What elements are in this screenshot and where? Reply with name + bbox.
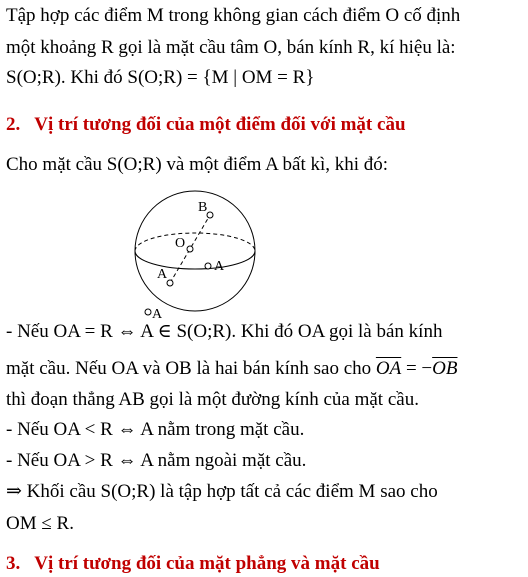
sphere-figure (120, 188, 270, 323)
label-B: B (198, 200, 208, 215)
vector-OB: $\overline{OB}$ (432, 358, 458, 379)
point-B (207, 212, 213, 218)
case-inside: - Nếu OA < R ⇔ A nằm trong mặt cầu. (6, 419, 305, 440)
sphere-outline (135, 191, 255, 311)
case-equal-line-1: - Nếu OA = R ⇔ A ∈ S(O;R). Khi đó OA gọi là bán kính (6, 321, 443, 342)
label-O: O (175, 236, 186, 251)
vector-equals: = − (401, 358, 433, 379)
case-equal-line-2 (6, 357, 522, 381)
definition-line-2: một khoảng R gọi là mặt cầu tâm O, bán kính R, kí hiệu là: (6, 37, 456, 58)
point-A-outside (145, 309, 151, 315)
section-3-heading (6, 552, 522, 576)
point-A-inside (205, 263, 211, 269)
case-equal-line-2-text: mặt cầu. Nếu OA và OB là hai bán kính sao cho (6, 358, 376, 379)
solid-ball-line-2: OM ≤ R. (6, 513, 74, 534)
section-2-title: Vị trí tương đối của một điểm đối với mặt cầu (34, 114, 406, 135)
vector-OA: $\overline{OA}$ (375, 358, 402, 379)
label-A-on-sphere: A (157, 267, 168, 282)
section-2-number: 2. (6, 114, 21, 135)
point-O (187, 246, 193, 252)
section-3-number: 3. (6, 553, 21, 574)
case-equal-line-3: thì đoạn thẳng AB gọi là một đường kính của mặt cầu. (6, 389, 419, 410)
section-3-title: Vị trí tương đối của mặt phẳng và mặt cầu (34, 553, 380, 574)
label-A-outside: A (152, 307, 163, 322)
section-2-heading (6, 113, 522, 137)
definition-line-1: Tập hợp các điểm M trong không gian cách điểm O cố định (6, 5, 461, 26)
label-A-inside: A (214, 259, 225, 274)
equator-front (135, 251, 255, 269)
case-outside: - Nếu OA > R ⇔ A nằm ngoài mặt cầu. (6, 450, 307, 471)
definition-line-3: S(O;R). Khi đó S(O;R) = {M | OM = R} (6, 67, 315, 88)
solid-ball-line-1: ⇒ Khối cầu S(O;R) là tập hợp tất cả các điểm M sao cho (6, 481, 438, 502)
point-A-on-sphere (167, 280, 173, 286)
intro-line: Cho mặt cầu S(O;R) và một điểm A bất kì, khi đó: (6, 154, 389, 175)
equator-back (135, 233, 255, 251)
